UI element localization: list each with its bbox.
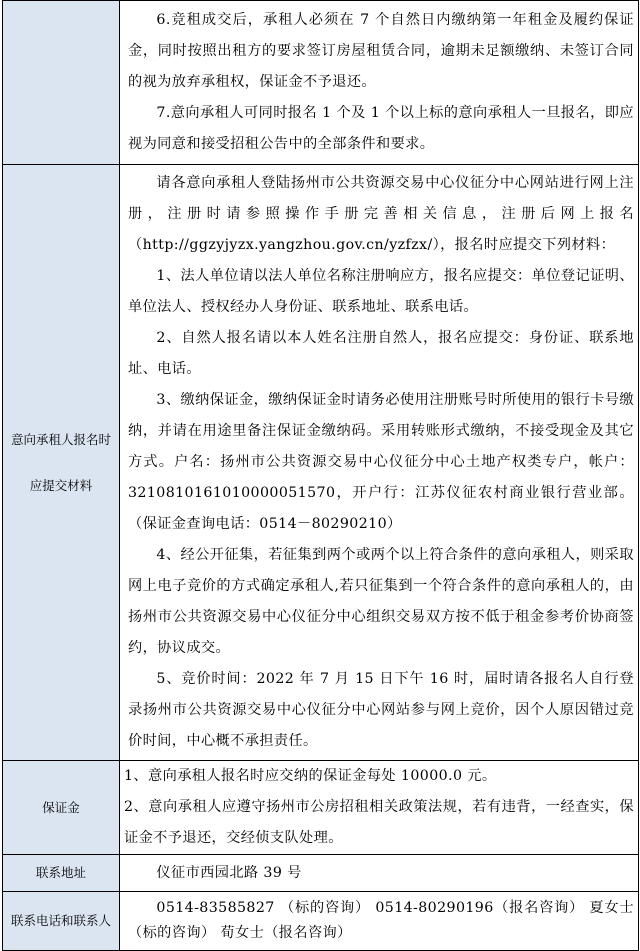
materials-label [3,165,120,761]
deposit-label: 保证金 [3,761,120,855]
contact-content [120,892,639,951]
paragraph: 6.竞租成交后，承租人必须在 7 个自然日内缴纳第一年租金及履约保证金，同时按照出租方的要求签订房屋租赁合同，逾期未足额缴纳、未签订合同的视为放弃承租权，保证金不予退还。 [128,12,634,90]
notice-table [2,0,639,951]
address-label: 联系地址 [3,855,120,892]
materials-label-line2: 应提交材料 [29,477,93,493]
paragraph: 1、意向承租人报名时应交纳的保证金每处 10000.0 元。 [124,768,497,784]
paragraph: 1、法人单位请以法人单位名称注册响应方，报名应提交：单位登记证明、单位法人、授权经办人身份证、联系地址、联系电话。 [128,268,634,315]
paragraph: 3、缴纳保证金，缴纳保证金时请务必使用注册账号时所使用的银行卡号缴纳，并请在用途里备注保证金缴纳码。采用转账形式缴纳，不接受现金及其它方式。户名：扬州市公共资源交易中心仪征分中心土地产权类专户，帐户：32108101610100000515​70，开户行：江苏仪征农村商业银行营业部。（保证金查询电话：0514－80290210） [128,392,634,532]
address-value: 仪征市西园北路 39 号 [156,864,302,881]
materials-label-line1: 意向承租人报名时 [10,431,111,447]
paragraph: 4、经公开征集，若征集到两个或两个以上符合条件的意向承租人，则采取网上电子竞价的方式确定承租人,若只征集到一个符合条件的意向承租人的，由扬州市公共资源交易中心仪征分中心组织交易双方按不低于租金参考价协商签约，协议成交。 [128,547,634,656]
paragraph: 5、竞价时间：2022 年 7 月 15 日下午 16 时，届时请各报名人自行登录扬州市公共资源交易中心仪征分中心网站参与网上竞价，因个人原因错过竞价时间，中心概不承担责任。 [128,671,634,749]
label-cell-empty [3,1,120,165]
deposit-content [120,761,639,855]
contact-value: 0514-83585827 （标的咨询） 0514-80290196（报名咨询） 夏女士（标的咨询） 荀女士（报名咨询） [128,900,634,941]
paragraph: 7.意向承租人可同时报名 1 个及 1 个以上标的意向承租人一旦报名，即应视为同意和接受招租公告中的全部条件和要求。 [128,105,634,152]
row-address [3,855,639,892]
contact-label: 联系电话和联系人 [3,892,120,951]
row-deposit [3,761,639,855]
materials-content [120,165,639,761]
address-content [120,855,639,892]
continued-content [120,1,639,165]
paragraph: 2、意向承租人应遵守扬州市公房招租相关政策法规，若有违背，一经查实，保证金不予退还，交经侦支队处理。 [124,799,634,846]
row-contact [3,892,639,951]
row-materials [3,165,639,761]
paragraph: 2、自然人报名请以本人姓名注册自然人，报名应提交：身份证、联系地址、电话。 [128,330,634,377]
row-continued [3,1,639,165]
paragraph: 请各意向承租人登陆扬州市公共资源交易中心仪征分中心网站进行网上注册，注册时请参照操作手册完善相关信息，注册后网上报名（http://ggzyjyzx.yangzhou.gov.cn/yzfzx/），报名时应提交下列材料： [128,175,634,253]
